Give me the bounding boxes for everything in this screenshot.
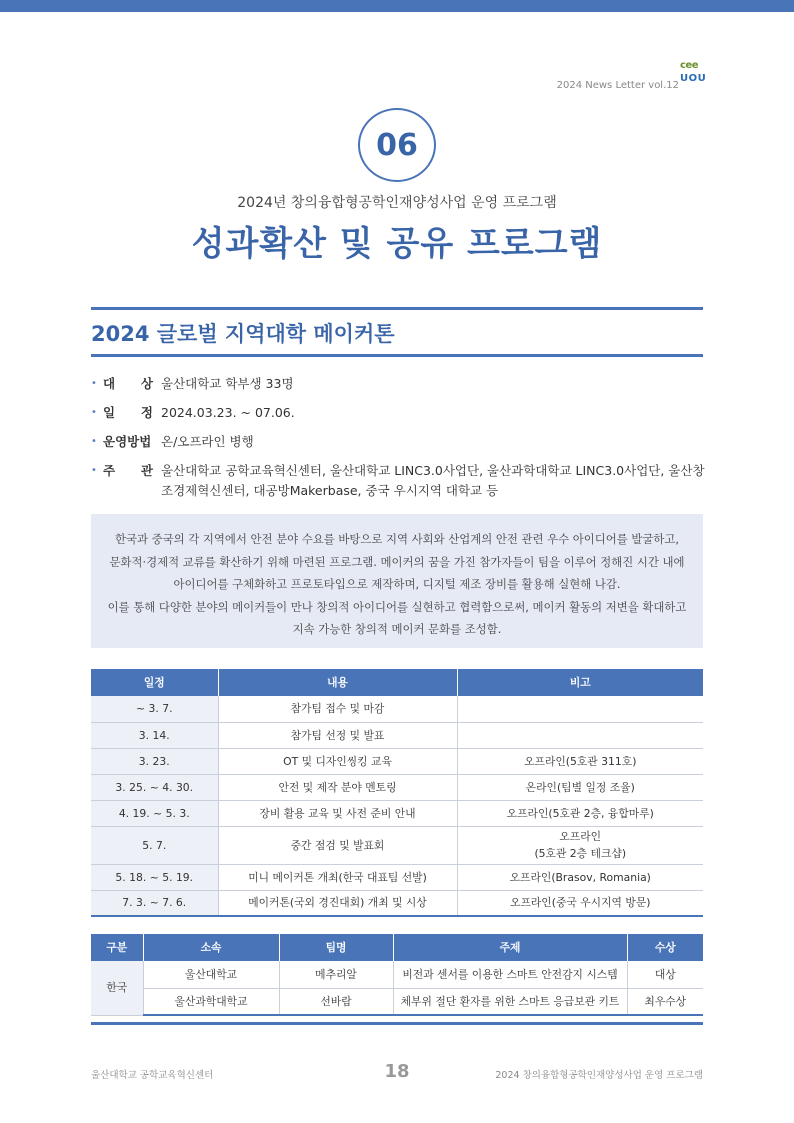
table-row [91,890,703,916]
logo-bottom-text: UOU [680,73,707,84]
schedule-content: OT 및 디자인씽킹 교육 [218,748,457,774]
table-row [91,774,703,800]
table-row [91,961,703,988]
table-row [91,800,703,826]
bullet-icon: • [91,378,97,389]
schedule-content: 장비 활용 교육 및 사전 준비 안내 [218,800,457,826]
schedule-content: 중간 점검 및 발표회 [218,826,457,864]
award-team: 메추리알 [279,961,393,988]
page-subtitle: 2024년 창의융합형공학인재양성사업 운영 프로그램 [237,195,557,211]
section-top-rule [91,307,703,310]
award-team: 선바람 [279,988,393,1015]
summary-line: 한국과 중국의 각 지역에서 안전 분야 수요를 바탕으로 지역 사회와 산업계의 안전 관련 우수 아이디어를 발굴하고, [114,532,680,546]
schedule-date: 7. 3. ~ 7. 6. [91,890,218,916]
info-label: 대 상 [103,376,153,391]
section-title: 2024 글로벌 지역대학 메이커톤 [91,322,395,346]
award-prize: 최우수상 [627,988,703,1015]
info-row-target [91,374,706,394]
schedule-date: 5. 7. [91,826,218,864]
schedule-content: 참가팀 선정 및 발표 [218,722,457,748]
award-school: 울산대학교 [143,961,279,988]
schedule-date: 3. 25. ~ 4. 30. [91,774,218,800]
table-row [91,864,703,890]
schedule-note [457,722,703,748]
schedule-date: ~ 3. 7. [91,696,218,722]
table-row [91,748,703,774]
section-bottom-rule [91,354,703,357]
table-row [91,826,703,864]
summary-line: 아이디어를 구체화하고 프로토타입으로 제작하며, 디지털 제조 장비를 활용해 실현해 나감. [173,577,621,591]
award-header-row [91,934,703,961]
award-topic: 비전과 센서를 이용한 스마트 안전감지 시스템 [393,961,627,988]
header-content: 내용 [218,669,457,696]
top-accent-bar [0,0,794,12]
header-affiliation: 소속 [143,934,279,961]
info-label: 운영방법 [103,434,152,449]
info-row-organizer [91,461,706,501]
summary-line: 이를 통해 다양한 분야의 메이커들이 만나 창의적 아이디어를 실현하고 협력함으로써, 메이커 활동의 저변을 확대하고 [107,599,687,614]
schedule-note-line: (5호관 2층 테크샵) [534,847,627,860]
info-value: 온/오프라인 병행 [161,434,254,449]
program-summary-box [91,514,703,648]
info-row-schedule [91,403,706,423]
logo-top-text: cee [680,60,698,71]
schedule-table [91,669,703,917]
table-row [91,722,703,748]
award-prize: 대상 [627,961,703,988]
summary-line: 지속 가능한 창의적 메이커 문화를 조성함. [292,622,502,636]
info-label: 일 정 [103,405,153,420]
schedule-date: 3. 23. [91,748,218,774]
award-country: 한국 [91,961,143,1015]
header-award: 수상 [627,934,703,961]
info-value: 울산대학교 공학교육혁신센터, 울산대학교 LINC3.0사업단, 울산과학대학교 LINC3.0사업단, 울산창조경제혁신센터, 대공방Makerbase, 중국 우시지역 대학교 등 [161,463,705,498]
bullet-icon: • [91,407,97,418]
header-topic: 주제 [393,934,627,961]
cee-logo [680,60,706,88]
page-title: 성과확산 및 공유 프로그램 [191,224,603,264]
bullet-icon: • [91,465,97,476]
schedule-note: 오프라인(5호관 311호) [457,748,703,774]
award-table [91,934,703,1016]
info-label: 주 관 [103,463,153,478]
schedule-content: 메이커톤(국외 경진대회) 개최 및 시상 [218,890,457,916]
header-team: 팀명 [279,934,393,961]
header-category: 구분 [91,934,143,961]
schedule-note: 오프라인(5호관 2층, 융합마루) [457,800,703,826]
table-row [91,696,703,722]
bullet-icon: • [91,436,97,447]
table-row [91,988,703,1015]
schedule-note-line: 오프라인 [559,830,602,843]
schedule-note: 온라인(팀별 일정 조율) [457,774,703,800]
schedule-note: 오프라인(중국 우시지역 방문) [457,890,703,916]
newsletter-label: 2024 News Letter vol.12 [556,80,679,91]
info-value: 울산대학교 학부생 33명 [161,376,294,391]
footer-organization: 울산대학교 공학교육혁신센터 [91,1070,214,1081]
schedule-note [457,826,703,864]
schedule-note: 오프라인(Brasov, Romania) [457,864,703,890]
schedule-header-row [91,669,703,696]
schedule-date: 3. 14. [91,722,218,748]
schedule-content: 참가팀 접수 및 마감 [218,696,457,722]
summary-line: 문화적·경제적 교류를 확산하기 위해 마련된 프로그램. 메이커의 꿈을 가진 참가자들이 팀을 이루어 정해진 시간 내에 [109,554,685,569]
award-school: 울산과학대학교 [143,988,279,1015]
schedule-date: 5. 18. ~ 5. 19. [91,864,218,890]
header-date: 일정 [91,669,218,696]
footer-rule [91,1022,703,1025]
schedule-date: 4. 19. ~ 5. 3. [91,800,218,826]
program-info-list [91,374,706,510]
header-note: 비고 [457,669,703,696]
info-row-method [91,432,706,452]
schedule-content: 안전 및 제작 분야 멘토링 [218,774,457,800]
section-number-badge: 06 [358,108,436,182]
schedule-content: 미니 메이커톤 개최(한국 대표팀 선발) [218,864,457,890]
page-number: 18 [384,1061,410,1082]
footer-program: 2024 창의융합형공학인재양성사업 운영 프로그램 [495,1070,703,1081]
schedule-note [457,696,703,722]
award-topic: 체부위 절단 환자를 위한 스마트 응급보관 키트 [393,988,627,1015]
info-value: 2024.03.23. ~ 07.06. [161,405,295,420]
